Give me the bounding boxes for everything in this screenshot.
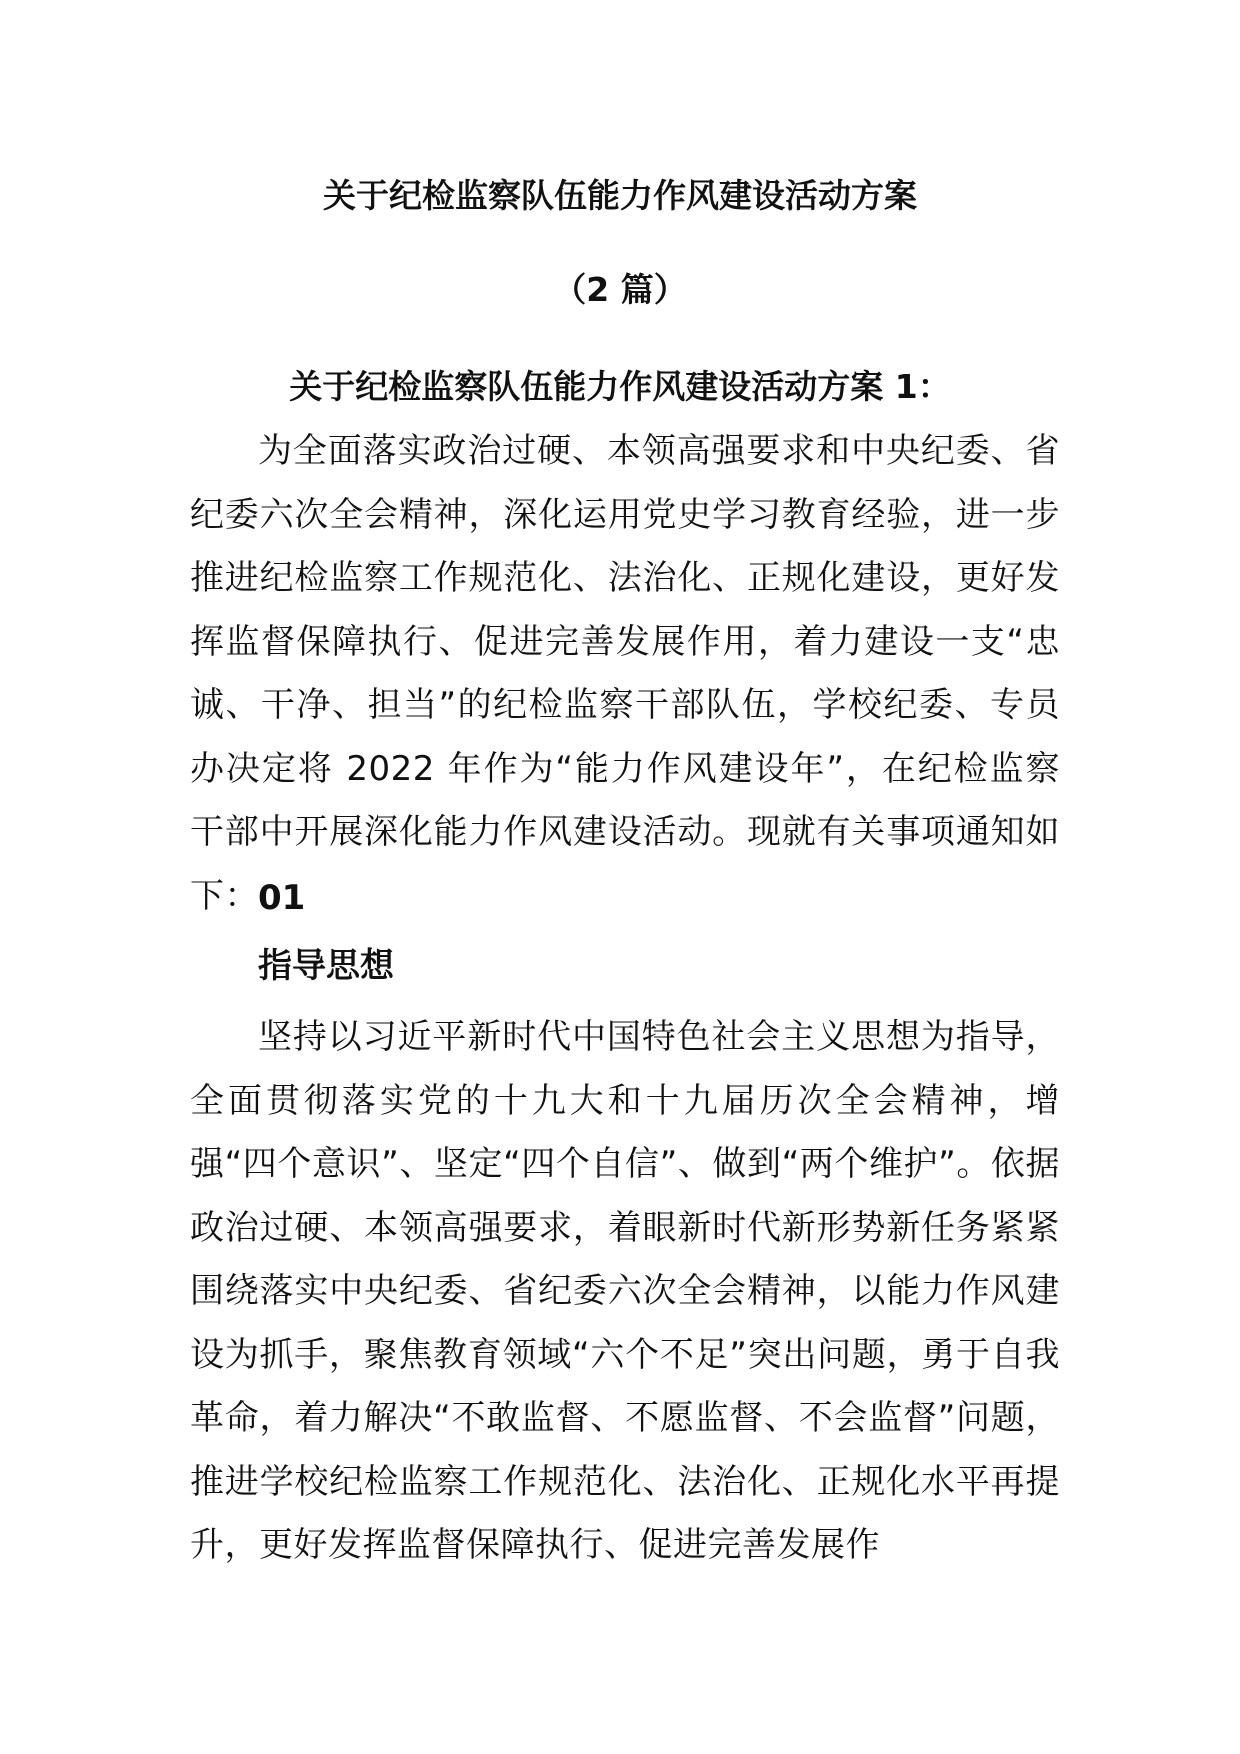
document-subtitle: （2 篇） — [553, 270, 687, 309]
section-number: 01 — [258, 878, 306, 918]
part-heading: 关于纪检监察队伍能力作风建设活动方案 1： — [289, 367, 951, 406]
section-title: 指导思想 — [258, 946, 394, 986]
section-paragraph: 坚持以习近平新时代中国特色社会主义思想为指导，全面贯彻落实党的十九大和十九届历次全会精神，增强“四个意识”、坚定“四个自信”、做到“两个维护”。依据政治过硬、本领高强要求，着眼新时代新形势新任务紧紧围绕落实中央纪委、省纪委六次全会精神，以能力作风建设为抓手，聚焦教育领域“六个不足”突出问题，勇于自我革命，着力解决“不敢监督、不愿监督、不会监督”问题，推进学校纪检监察工作规范化、法治化、正规化水平再提升，更好发挥监督保障执行、促进完善发展作 — [190, 1017, 1060, 1565]
document-title: 关于纪检监察队伍能力作风建设活动方案 — [323, 176, 917, 215]
intro-paragraph: 为全面落实政治过硬、本领高强要求和中央纪委、省纪委六次全会精神，深化运用党史学习教育经验，进一步推进纪检监察工作规范化、法治化、正规化建设，更好发挥监督保障执行、促进完善发展作用，着力建设一支“忠诚、干净、担当”的纪检监察干部队伍，学校纪委、专员办决定将 2022 年作为“能力作风建设年”，在纪检监察干部中开展深化能力作风建设活动。现就有关事项通知如下： — [190, 431, 1060, 916]
